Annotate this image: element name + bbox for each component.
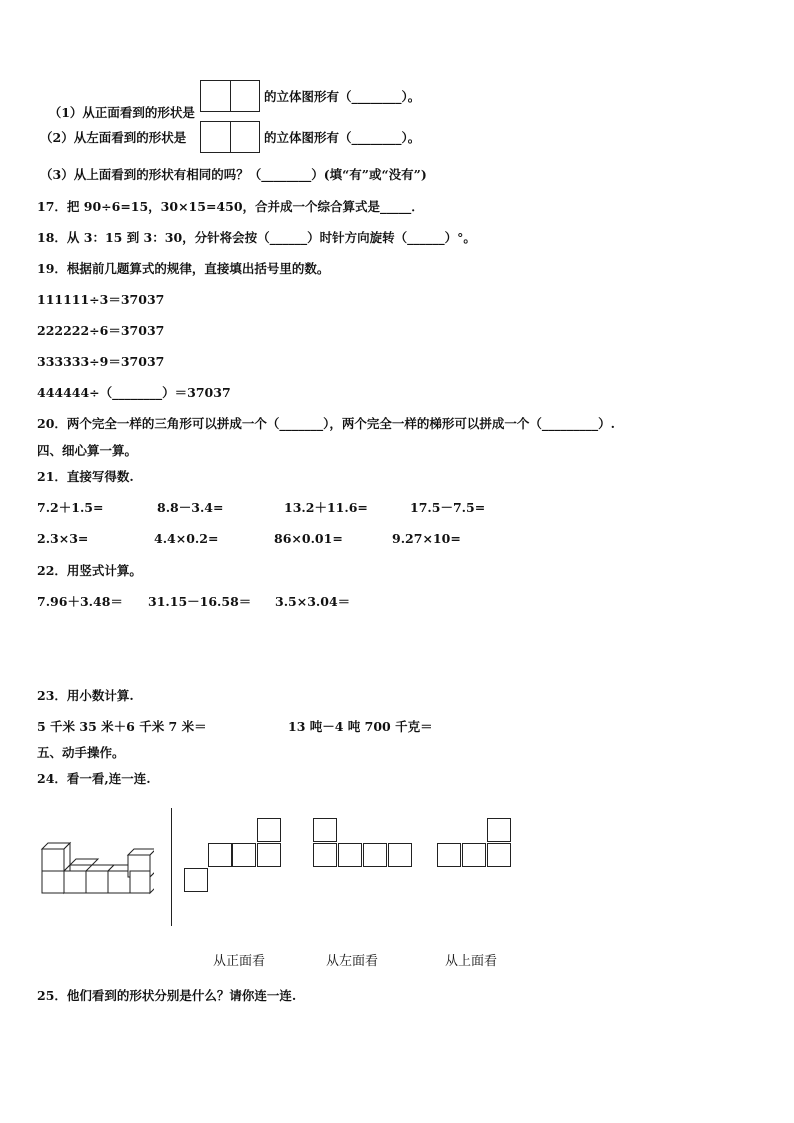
- question-17: 17．把 90÷6=15，30×15=450，合并成一个综合算式是_____．: [37, 199, 424, 214]
- label-top-view[interactable]: 从上面看: [445, 954, 498, 969]
- question-19-line3: 333333÷9＝37037: [37, 354, 165, 369]
- question-24-title: 24．看一看,连一连.: [37, 771, 151, 786]
- question-18: 18．从 3：15 到 3：30，分针将会按（______）时针方向旋转（______）°。: [37, 230, 476, 245]
- q23-item: 13 吨－4 吨 700 千克＝: [288, 719, 433, 734]
- section-5-heading: 五、动手操作。: [37, 745, 125, 760]
- q22-item: 3.5×3.04＝: [275, 594, 351, 609]
- label-left-view[interactable]: 从左面看: [326, 954, 379, 969]
- question-25: 25．他们看到的形状分别是什么？请你连一连.: [37, 988, 297, 1003]
- question-19-line1: 111111÷3＝37037: [37, 292, 165, 307]
- q22-item: 31.15－16.58＝: [148, 594, 252, 609]
- q21-item: 86×0.01=: [274, 531, 343, 546]
- q16-part1-prefix: （1）从正面看到的形状是: [48, 105, 195, 120]
- q22-item: 7.96＋3.48＝: [37, 594, 123, 609]
- question-23-title: 23．用小数计算.: [37, 688, 134, 703]
- q16-part2-suffix: 的立体图形有（________）。: [264, 130, 421, 145]
- question-19-line4: 444444÷（________）＝37037: [37, 385, 231, 400]
- section-4-heading: 四、细心算一算。: [37, 443, 138, 458]
- q21-item: 17.5－7.5=: [410, 500, 486, 515]
- q16-part2-prefix: （2）从左面看到的形状是: [40, 130, 187, 145]
- left-view-two-squares-figure: [200, 121, 260, 153]
- cube-stack-3d-figure: [38, 838, 154, 898]
- q21-item: 4.4×0.2=: [154, 531, 219, 546]
- q16-part3: （3）从上面看到的形状有相同的吗？（________）(填“有”或“没有”): [40, 167, 427, 182]
- q21-item: 2.3×3=: [37, 531, 89, 546]
- q21-item: 9.27×10=: [392, 531, 461, 546]
- vertical-divider: [171, 808, 172, 926]
- q21-item: 13.2＋11.6=: [284, 500, 368, 515]
- q21-item: 8.8－3.4=: [157, 500, 224, 515]
- question-21-title: 21．直接写得数.: [37, 469, 134, 484]
- label-front-view[interactable]: 从正面看: [213, 954, 266, 969]
- front-view-two-squares-figure: [200, 80, 260, 112]
- question-19-title: 19．根据前几题算式的规律，直接填出括号里的数。: [37, 261, 330, 276]
- question-22-title: 22．用竖式计算。: [37, 563, 142, 578]
- question-20: 20．两个完全一样的三角形可以拼成一个（_______），两个完全一样的梯形可以拼成一个（_________）.: [37, 416, 615, 431]
- question-19-line2: 222222÷6＝37037: [37, 323, 165, 338]
- q21-item: 7.2＋1.5=: [37, 500, 104, 515]
- q16-part1: [40, 89, 195, 121]
- q23-item: 5 千米 35 米＋6 千米 7 米＝: [37, 719, 207, 734]
- q16-part1-suffix: 的立体图形有（________）。: [264, 89, 421, 104]
